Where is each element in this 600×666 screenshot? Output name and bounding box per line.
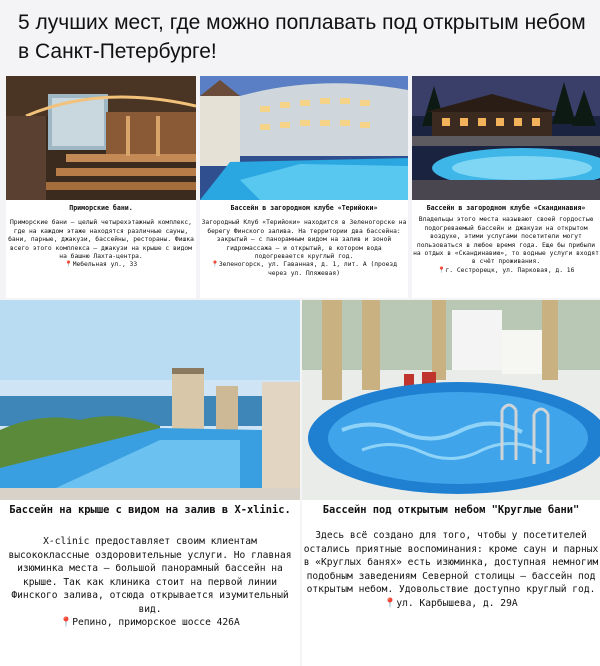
scandinavia-pool-photo [412, 76, 600, 200]
place-card-kruglye-bani [302, 300, 600, 666]
location-pin-icon: 📍 [210, 261, 219, 269]
x-clinic-rooftop-pool-photo [0, 300, 300, 500]
place-caption [6, 204, 196, 270]
place-caption [302, 504, 600, 610]
kruglye-bani-pool-photo [302, 300, 600, 500]
place-caption [0, 504, 300, 630]
place-location: 📍ул. Карбышева, д. 29А [384, 597, 518, 609]
place-location: 📍Зеленогорск, ул. Гаванная, д. 1, лит. А (проезд через ул. Пляжевая) [210, 261, 398, 277]
place-heading: Бассейн в загородном клубе «Скандинавия» [426, 204, 586, 212]
place-card-primorskie-bani [6, 76, 196, 298]
place-location: 📍г. Сестрорецк, ул. Парковая, д. 16 [437, 266, 575, 274]
location-pin-icon: 📍 [60, 617, 73, 628]
sauna-photo [6, 76, 196, 200]
location-pin-icon: 📍 [437, 266, 446, 274]
teriyoki-pool-photo [200, 76, 408, 200]
location-pin-icon: 📍 [384, 597, 397, 609]
place-caption [200, 204, 408, 278]
place-card-scandinavia [412, 76, 600, 298]
place-description: Загородный Клуб «Терийоки» находится в Зеленогорске на берегу Финского залива. На территории два бассейна: закрытый — с панорамным видом на залив и зоной гидромассажа — и открытый, в котором вода подогревается круглый год. [201, 219, 407, 261]
post-title: 5 лучших мест, где можно поплавать под открытым небом в Санкт-Петербурге! [18, 11, 586, 63]
place-description: Приморские бани — целый четырехэтажный комплекс, где на каждом этаже находятся различные сауны, бани, парные, джакузи, бассейны, рестораны. Фишка всего этого комплекса — джакузи на крыше с видом на башню Лахта-центра. [8, 219, 194, 261]
place-description: X-clinic предоставляет своим клиентам высококлассные оздоровительные услуги. Но главная изюминка места — большой панорамный бассейн на крыше. Так как клиника стоит на первой линии Финского залива, отсюда открывается изумительный вид. [8, 536, 292, 615]
location-pin-icon: 📍 [64, 261, 73, 269]
place-description: Здесь всё создано для того, чтобы у посетителей остались приятные воспоминания: кроме саун и парных в «Круглых банях» есть изюминка, доступная немногим подобным заведениям Северной столицы — бассейн под открытым небом. Удовольствие доступно круглый год. [303, 530, 599, 595]
place-location: 📍Мебельная ул., 33 [64, 261, 138, 269]
place-caption [412, 204, 600, 275]
place-card-x-clinic [0, 300, 300, 666]
place-description: Владельцы этого места называют своей гордостью подогреваемый бассейн и джакузи на открытом воздухе, этими услугами посетители могут пользоваться в любое время года. Еще бы прибыли на отдых в «Скандинавию», то водные услуги входят в счёт проживания. [413, 216, 599, 266]
place-heading: Приморские бани. [69, 204, 133, 212]
place-location: 📍Репино, приморское шоссе 426А [60, 617, 240, 628]
place-card-teriyoki [200, 76, 408, 298]
place-heading: Бассейн на крыше с видом на залив в X-xlinic. [9, 504, 291, 516]
place-heading: Бассейн под открытым небом "Круглые бани" [322, 504, 580, 516]
place-heading: Бассейн в загородном клубе «Терийоки» [230, 204, 378, 212]
